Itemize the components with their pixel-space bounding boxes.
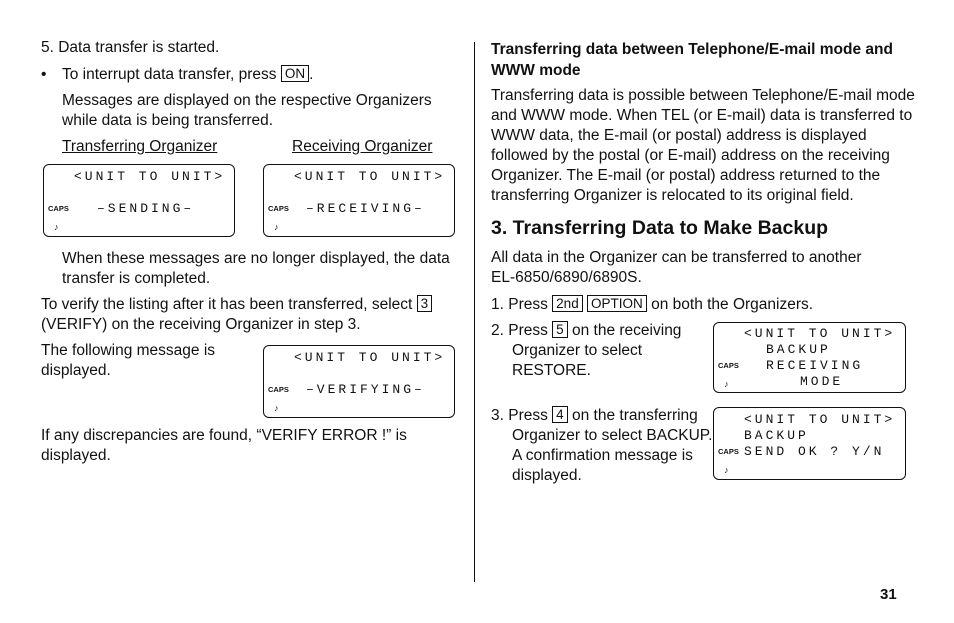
section-heading-www-line-1: Transferring data between Telephone/E-mail mode and xyxy=(491,41,893,58)
lcd-row-3: SEND OK ? Y/N xyxy=(744,444,885,459)
discrepancy-line-2: displayed. xyxy=(41,447,111,464)
paragraph-line: Organizer. The E-mail (or postal) address returned to the xyxy=(491,167,881,184)
step-5: 5. Data transfer is started. xyxy=(41,39,220,56)
interrupt-text: To interrupt data transfer, press xyxy=(62,66,277,83)
music-note-icon: ♪ xyxy=(54,222,59,232)
step3-line-4: displayed. xyxy=(512,467,582,484)
step2-text-post: on the receiving xyxy=(572,322,682,339)
lcd-row-1: <UNIT TO UNIT> xyxy=(744,326,896,341)
messages-line-1: Messages are displayed on the respective Organizers xyxy=(62,92,432,109)
label-transferring-organizer: Transferring Organizer xyxy=(62,138,218,155)
interrupt-period: . xyxy=(309,66,314,83)
music-note-icon: ♪ xyxy=(724,379,729,389)
interrupt-instruction xyxy=(62,65,313,85)
following-line-1: The following message is xyxy=(41,342,216,359)
caps-indicator: CAPS xyxy=(268,204,289,213)
caps-indicator: CAPS xyxy=(718,361,739,370)
paragraph-line: and WWW mode. When TEL (or E-mail) data is transferred to xyxy=(491,107,913,124)
step3-line-2: Organizer to select BACKUP. xyxy=(512,427,713,444)
lcd-row-2: –VERIFYING– xyxy=(306,382,425,397)
all-data-line-2: EL-6850/6890/6890S. xyxy=(491,269,642,286)
music-note-icon: ♪ xyxy=(274,222,279,232)
paragraph-line: transferring Organizer is relocated to its original field. xyxy=(491,187,854,204)
section-heading-www-line-2: WWW mode xyxy=(491,62,581,79)
lcd-row-2: BACKUP xyxy=(744,428,809,443)
lcd-row-1: <UNIT TO UNIT> xyxy=(74,169,226,184)
lcd-row-3: RECEIVING xyxy=(766,358,864,373)
section-title-backup: 3. Transferring Data to Make Backup xyxy=(491,217,829,239)
backup-step-2 xyxy=(491,321,681,341)
caps-indicator: CAPS xyxy=(48,204,69,213)
lcd-row-2: –SENDING– xyxy=(97,201,195,216)
verify-line-1 xyxy=(41,295,432,315)
music-note-icon: ♪ xyxy=(274,403,279,413)
key-4: 4 xyxy=(552,406,568,423)
www-paragraph xyxy=(491,86,915,206)
no-longer-line-2: transfer is completed. xyxy=(62,270,211,287)
label-receiving-organizer: Receiving Organizer xyxy=(292,138,433,155)
lcd-row-2: BACKUP xyxy=(766,342,831,357)
column-divider xyxy=(474,42,475,582)
key-3: 3 xyxy=(417,295,433,312)
key-5: 5 xyxy=(552,321,568,338)
messages-line-2: while data is being transferred. xyxy=(62,112,274,129)
caps-indicator: CAPS xyxy=(718,447,739,456)
page-number: 31 xyxy=(880,586,897,603)
discrepancy-line-1: If any discrepancies are found, “VERIFY ERROR !” is xyxy=(41,427,407,444)
caps-indicator: CAPS xyxy=(268,385,289,394)
step1-text: 1. Press xyxy=(491,296,548,313)
verify-line-2: (VERIFY) on the receiving Organizer in step 3. xyxy=(41,316,361,333)
step2-line-3: RESTORE. xyxy=(512,362,591,379)
lcd-verifying xyxy=(263,345,455,418)
lcd-sending xyxy=(43,164,235,237)
step3-line-3: A confirmation message is xyxy=(512,447,693,464)
verify-text: To verify the listing after it has been transferred, select xyxy=(41,296,413,313)
lcd-row-1: <UNIT TO UNIT> xyxy=(744,412,896,427)
step2-line-2: Organizer to select xyxy=(512,342,643,359)
all-data-line-1: All data in the Organizer can be transferred to another xyxy=(491,249,862,266)
paragraph-line: Transferring data is possible between Telephone/E-mail mode xyxy=(491,87,915,104)
lcd-receiving-mode xyxy=(713,322,906,393)
on-key: ON xyxy=(281,65,309,82)
backup-step-3 xyxy=(491,406,698,426)
music-note-icon: ♪ xyxy=(724,465,729,475)
lcd-row-1: <UNIT TO UNIT> xyxy=(294,350,446,365)
lcd-row-4: MODE xyxy=(800,374,844,389)
lcd-send-ok xyxy=(713,407,906,480)
no-longer-line-1: When these messages are no longer displayed, the data xyxy=(62,250,450,267)
lcd-receiving xyxy=(263,164,455,237)
step3-text: 3. Press xyxy=(491,407,548,424)
step3-text-post: on the transferring xyxy=(572,407,698,424)
paragraph-line: WWW data, the E-mail (or postal) address is displayed xyxy=(491,127,867,144)
key-option: OPTION xyxy=(587,295,647,312)
backup-step-1 xyxy=(491,295,813,315)
step2-text: 2. Press xyxy=(491,322,548,339)
following-line-2: displayed. xyxy=(41,362,111,379)
paragraph-line: followed by the postal (or E-mail) address on the receiving xyxy=(491,147,890,164)
bullet: • xyxy=(41,66,47,83)
step1-text-post: on both the Organizers. xyxy=(651,296,814,313)
key-2nd: 2nd xyxy=(552,295,583,312)
lcd-row-2: –RECEIVING– xyxy=(306,201,425,216)
lcd-row-1: <UNIT TO UNIT> xyxy=(294,169,446,184)
